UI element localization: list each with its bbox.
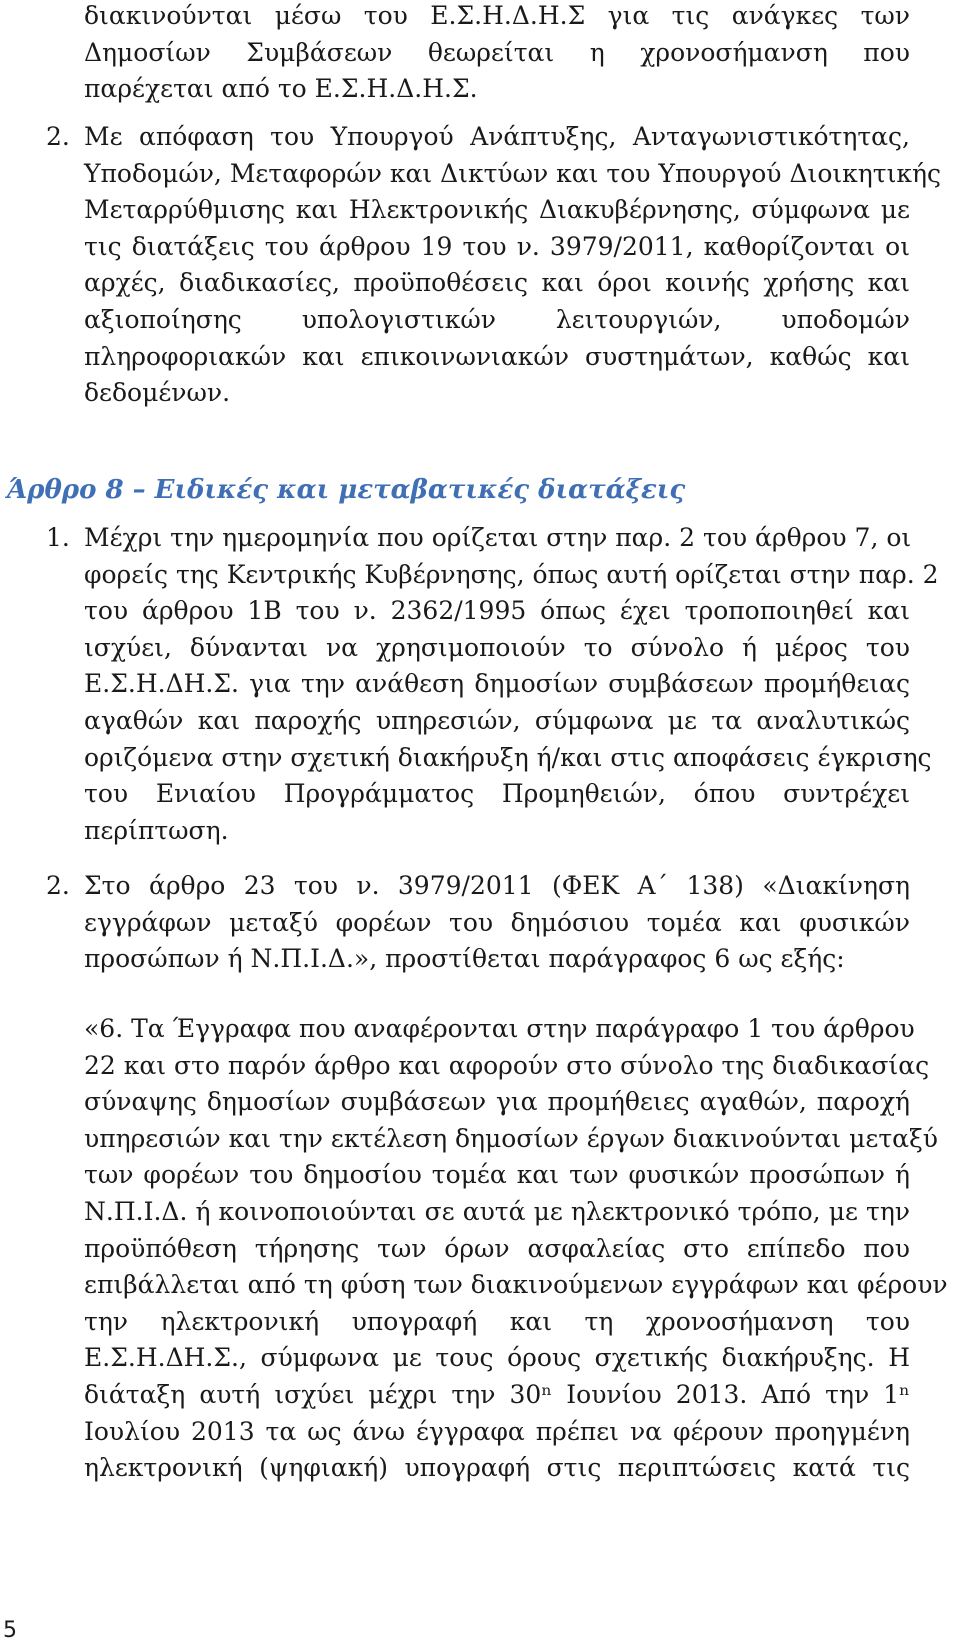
paragraph-line: των φορέων του δημοσίου τομέα και των φυσικών προσώπων ή bbox=[84, 1160, 910, 1190]
paragraph-line: δεδομένων. bbox=[84, 378, 231, 408]
paragraph-line: Δημοσίων Συμβάσεων θεωρείται η χρονοσήμανση που bbox=[84, 37, 910, 67]
paragraph-line: ισχύει, δύνανται να χρησιμοποιούν το σύνολο ή μέρος του bbox=[84, 632, 910, 662]
paragraph-line: προϋπόθεση τήρησης των όρων ασφαλείας στο επίπεδο που bbox=[84, 1233, 910, 1263]
quoted-paragraph bbox=[84, 1011, 948, 1487]
paragraph-line: Ν.Π.Ι.Δ. ή κοινοποιούνται σε αυτά με ηλεκτρονικό τρόπο, με την bbox=[84, 1196, 910, 1226]
article-heading: Άρθρο 8 – Ειδικές και μεταβατικές διατάξεις bbox=[7, 475, 686, 505]
paragraph-line: τις διατάξεις του άρθρου 19 του ν. 3979/2011, καθορίζονται οι bbox=[84, 231, 910, 261]
paragraph-number: 2. bbox=[46, 122, 70, 151]
paragraph-line: εγγράφων μεταξύ φορέων του δημόσιου τομέα και φυσικών bbox=[84, 907, 910, 937]
paragraph-line: πληροφοριακών και επικοινωνιακών συστημάτων, καθώς και bbox=[84, 341, 910, 371]
paragraph-line: Με απόφαση του Υπουργού Ανάπτυξης, Ανταγωνιστικότητας, bbox=[84, 122, 910, 151]
paragraph-line: Ιουλίου 2013 τα ως άνω έγγραφα πρέπει να φέρουν προηγμένη bbox=[84, 1416, 910, 1446]
paragraph-line: του Ενιαίου Προγράμματος Προμηθειών, όπου συντρέχει bbox=[84, 779, 910, 809]
paragraph-line: αγαθών και παροχής υπηρεσιών, σύμφωνα με τα αναλυτικώς bbox=[84, 705, 910, 735]
paragraph-line: Υποδομών, Μεταφορών και Δικτύων και του Υπουργού Διοικητικής bbox=[84, 158, 942, 188]
article-8-paragraph-2 bbox=[84, 868, 910, 978]
paragraph-line: παρέχεται από το Ε.Σ.Η.Δ.Η.Σ. bbox=[84, 74, 478, 104]
paragraph-number: 2. bbox=[46, 871, 70, 900]
article-8-paragraph-1 bbox=[84, 520, 939, 849]
paragraph-line: «6. Τα Έγγραφα που αναφέρονται στην παράγραφο 1 του άρθρου bbox=[84, 1014, 915, 1043]
paragraph-line: αρχές, διαδικασίες, προϋποθέσεις και όροι κοινής χρήσης και bbox=[84, 268, 910, 298]
paragraph-number: 1. bbox=[46, 523, 70, 552]
paragraph-line: υπηρεσιών και την εκτέλεση δημοσίων έργων διακινούνται μεταξύ bbox=[84, 1123, 939, 1153]
paragraph-line: οριζόμενα στην σχετική διακήρυξη ή/και στις αποφάσεις έγκρισης bbox=[84, 742, 932, 772]
paragraph-line: σύναψης δημοσίων συμβάσεων για προμήθειες αγαθών, παροχή bbox=[84, 1087, 910, 1117]
paragraph-line: 22 και στο παρόν άρθρο και αφορούν στο σύνολο της διαδικασίας bbox=[84, 1050, 930, 1080]
paragraph-line: Μεταρρύθμισης και Ηλεκτρονικής Διακυβέρνησης, σύμφωνα με bbox=[84, 195, 910, 225]
paragraph-line: Ε.Σ.Η.ΔΗ.Σ., σύμφωνα με τους όρους σχετικής διακήρυξης. Η bbox=[84, 1343, 910, 1373]
paragraph-line: του άρθρου 1Β του ν. 2362/1995 όπως έχει τροποποιηθεί και bbox=[84, 596, 910, 626]
paragraph-line: φορείς της Κεντρικής Κυβέρνησης, όπως αυτή ορίζεται στην παρ. 2 bbox=[84, 559, 939, 589]
paragraph-line: περίπτωση. bbox=[84, 815, 229, 845]
paragraph-line: Στο άρθρο 23 του ν. 3979/2011 (ΦΕΚ Α΄ 138) «Διακίνηση bbox=[84, 871, 910, 900]
paragraph-line: επιβάλλεται από τη φύση των διακινούμενων εγγράφων και φέρουν bbox=[84, 1270, 948, 1300]
page-number: 5 bbox=[3, 1618, 17, 1643]
paragraph-line: αξιοποίησης υπολογιστικών λειτουργιών, υποδομών bbox=[84, 304, 910, 334]
paragraph-line: ηλεκτρονική (ψηφιακή) υπογραφή στις περιπτώσεις κατά τις bbox=[84, 1453, 910, 1483]
paragraph-line: προσώπων ή Ν.Π.Ι.Δ.», προστίθεται παράγραφος 6 ως εξής: bbox=[84, 944, 845, 974]
paragraph-line: Μέχρι την ημερομηνία που ορίζεται στην παρ. 2 του άρθρου 7, οι bbox=[84, 523, 912, 552]
paragraph-2 bbox=[84, 119, 942, 412]
paragraph-line: την ηλεκτρονική υπογραφή και τη χρονοσήμανση του bbox=[84, 1306, 910, 1336]
continued-paragraph bbox=[84, 0, 910, 108]
paragraph-line: διάταξη αυτή ισχύει μέχρι την 30ⁿ Ιουνίου 2013. Από την 1ⁿ bbox=[84, 1379, 910, 1409]
paragraph-line: Ε.Σ.Η.ΔΗ.Σ. για την ανάθεση δημοσίων συμβάσεων προμήθειας bbox=[84, 669, 910, 699]
paragraph-line: διακινούνται μέσω του Ε.Σ.Η.Δ.Η.Σ για τις ανάγκες των bbox=[84, 1, 910, 30]
